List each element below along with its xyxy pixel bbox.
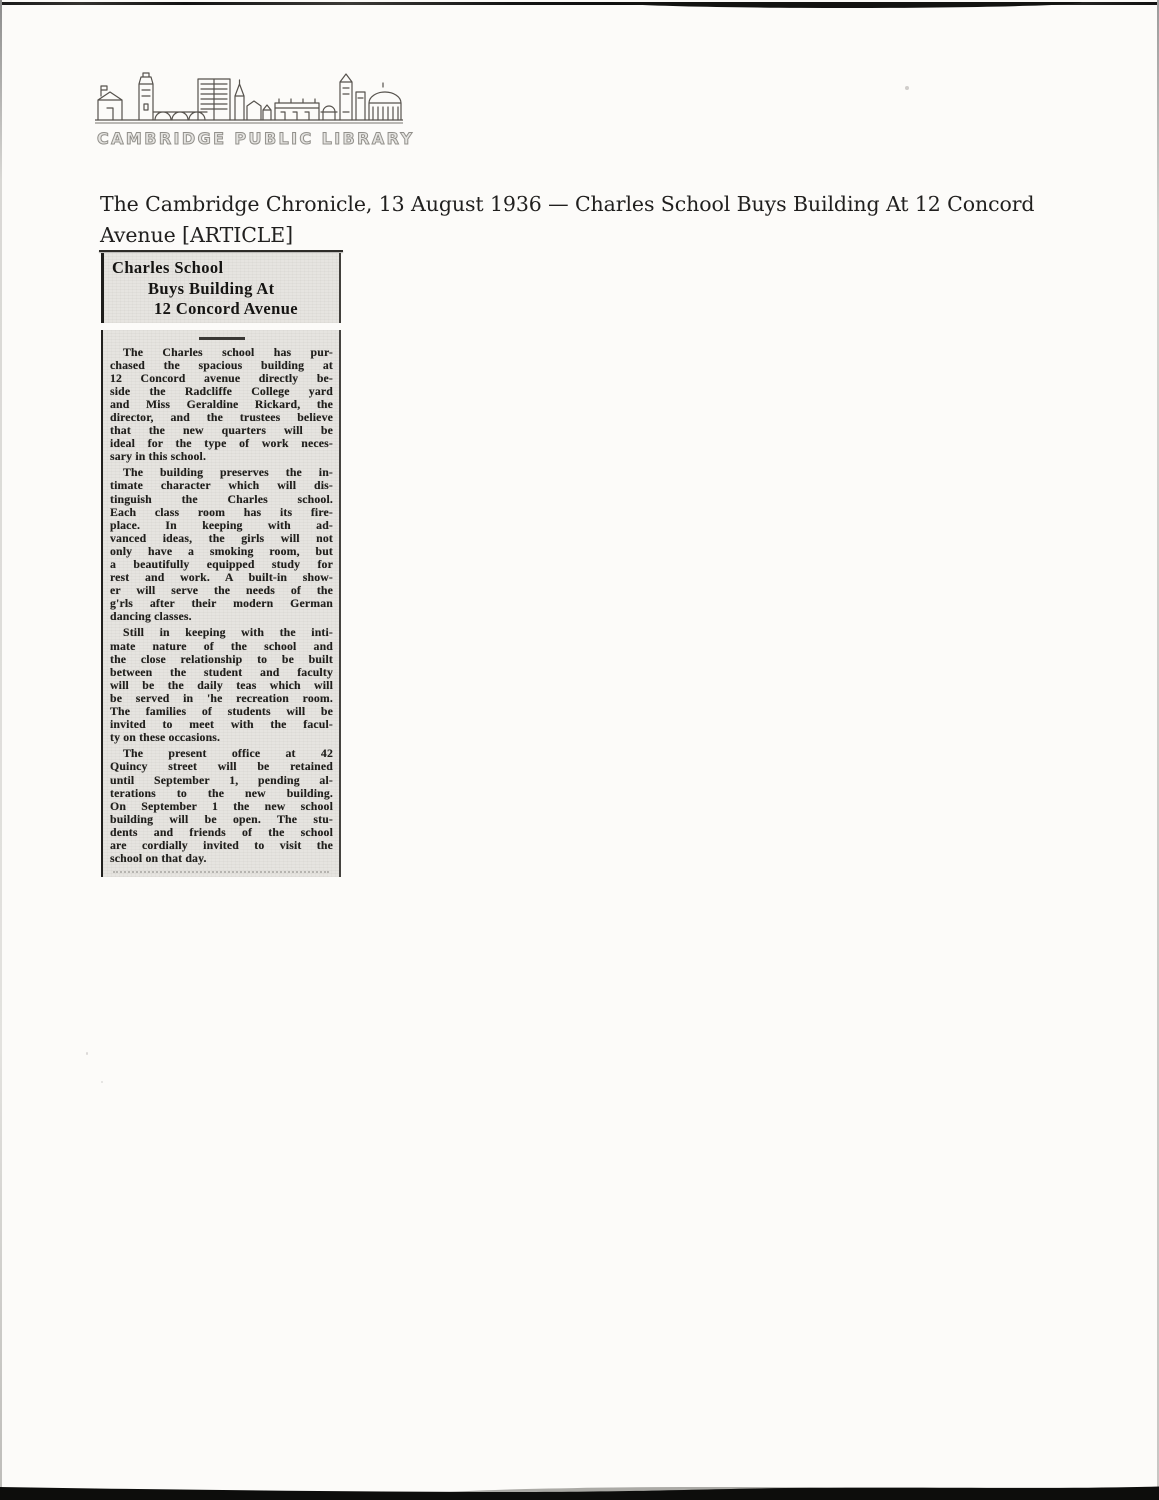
scan-speck — [905, 86, 909, 90]
article-paragraph-4 — [110, 747, 333, 865]
text-line: dancing classes. — [110, 609, 192, 624]
text-line: between the student and faculty — [110, 664, 333, 679]
text-line: ty on these occasions. — [110, 730, 221, 745]
news-clipping — [101, 250, 341, 877]
clipping-headline — [101, 253, 341, 323]
text-line: be served in 'he recreation room. — [110, 690, 333, 705]
text-line: The Cambridge Chronicle, 13 August 1936 — Charles School Buys Building At 12 Concord — [100, 192, 1035, 216]
text-line: until September 1, pending al- — [110, 772, 333, 787]
library-skyline-icon — [95, 72, 403, 127]
article-paragraph-3 — [110, 626, 333, 744]
text-line: Still in keeping with the inti- — [123, 625, 333, 640]
text-line: the close relationship to be built — [110, 651, 333, 666]
text-line: side the Radcliffe College yard — [110, 383, 333, 398]
text-line: tinguish the Charles school. — [110, 491, 333, 506]
text-line: invited to meet with the facul- — [110, 717, 333, 732]
text-line: place. In keeping with ad- — [110, 517, 333, 532]
article-paragraph-2 — [110, 466, 333, 623]
article-paragraph-1 — [110, 346, 333, 464]
text-line: On September 1 the new school — [110, 798, 333, 813]
text-line: terations to the new building. — [110, 785, 333, 800]
text-line: The present office at 42 — [123, 746, 333, 761]
text-line: 12 Concord Avenue — [154, 299, 298, 318]
library-logo — [95, 72, 415, 150]
library-wordmark: CAMBRIDGE PUBLIC LIBRARY — [97, 129, 415, 148]
text-line: and Miss Geraldine Rickard, the — [110, 396, 333, 411]
scan-speck — [101, 1081, 103, 1083]
text-line: rest and work. A built-in show- — [110, 570, 333, 585]
text-line: vanced ideas, the girls will not — [110, 530, 333, 545]
text-line: The Charles school has pur- — [123, 344, 333, 359]
text-line: Charles School — [112, 258, 224, 277]
text-line: Avenue [ARTICLE] — [100, 223, 294, 247]
text-line: are cordially invited to visit the — [110, 837, 333, 852]
text-line: Buys Building At — [148, 278, 275, 298]
scan-artifact-bottom-edge — [0, 1476, 1159, 1500]
text-line: timate character which will dis- — [110, 478, 333, 493]
text-line: The building preserves the in- — [123, 465, 333, 480]
text-line: sary in this school. — [110, 449, 207, 464]
clipping-body — [101, 330, 341, 877]
text-line: dents and friends of the school — [110, 824, 333, 839]
document-title — [100, 189, 1034, 251]
text-line: a beautifully equipped study for — [110, 557, 333, 571]
text-line: director, and the trustees believe — [110, 409, 333, 424]
text-line: Each class room has its fire- — [110, 504, 333, 519]
text-line: only have a smoking room, but — [110, 543, 333, 558]
text-line: will be the daily teas which will — [110, 677, 333, 692]
text-line: 12 Concord avenue directly be- — [110, 370, 333, 385]
text-line: school on that day. — [110, 851, 207, 866]
text-line: The families of students will be — [110, 704, 333, 719]
scan-speck — [86, 1052, 88, 1055]
text-line: that the new quarters will be — [110, 423, 333, 438]
text-line: building will be open. The stu- — [110, 811, 333, 826]
scan-artifact-left-edge — [0, 0, 2, 1500]
headline-divider — [199, 337, 245, 340]
text-line: ideal for the type of work neces- — [110, 436, 333, 451]
text-line: g'rls after their modern German — [110, 596, 333, 611]
clipping-top-rule — [99, 250, 343, 252]
text-line: er will serve the needs of the — [110, 583, 333, 598]
scan-artifact-top-edge-thick — [612, 2, 1082, 8]
text-line: chased the spacious building at — [110, 357, 333, 372]
text-line: mate nature of the school and — [110, 638, 333, 653]
text-line: Quincy street will be retained — [110, 759, 333, 774]
